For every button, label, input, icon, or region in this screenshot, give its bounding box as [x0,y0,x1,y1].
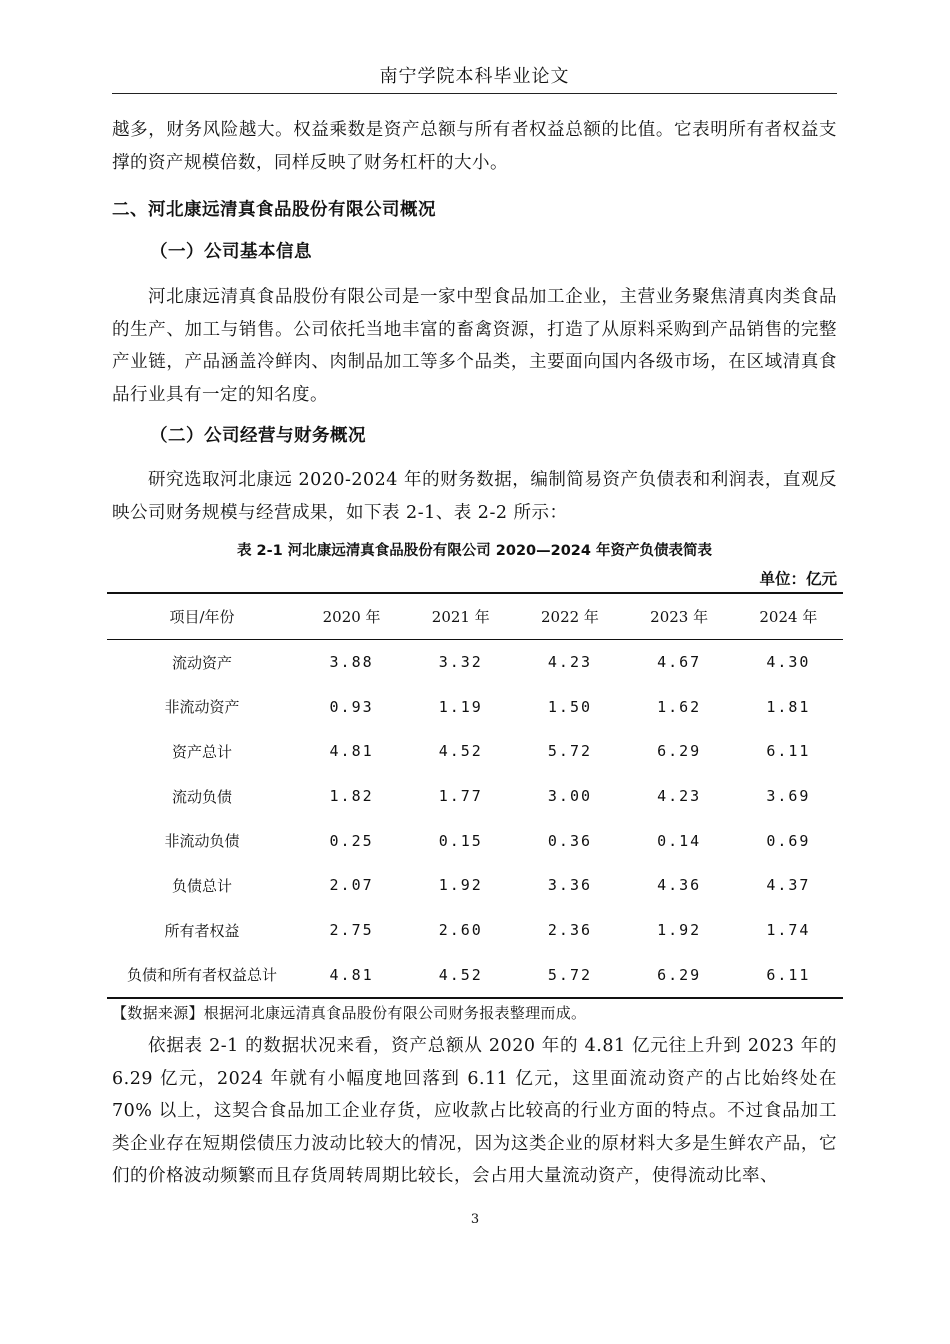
table-cell: 5.72 [547,965,593,984]
row-label: 流动资产 [171,653,232,672]
table-cell: 3.32 [438,653,483,672]
column-header: 项目/年份 [169,607,235,626]
subsection-heading-basic-info: （一）公司基本信息 [150,242,312,262]
table-cell: 6.11 [766,965,811,984]
table-cell: 1.62 [657,697,702,716]
table-cell: 4.52 [438,965,483,984]
table-cell: 1.81 [766,697,811,716]
column-header: 2021 年 [431,607,490,626]
table-cell: 0.93 [329,697,374,716]
table-cell: 1.50 [547,697,593,716]
paragraph-analysis: 依据表 2-1 的数据状况来看，资产总额从 2020 年的 4.81 亿元往上升到 2023 年的 6.29 亿元，2024 年就有小幅度地回落到 6.11 亿元，这里面流动资产的占比始终处在 70% 以上，这契合食品加工企业存货，应收款占比较高的行业方面的特点。不过食品加工类企业存在短期偿债压力波动比较大的情况，因为这类企业的原材料大多是生鲜农产品，它们的价格波动频繁而且存货周转周期比较长，会占用大量流动资产，使得流动比率、 [112,1036,837,1186]
column-header: 2022 年 [540,607,599,626]
table-cell: 1.82 [329,787,374,806]
table-cell: 4.23 [657,787,702,806]
row-label: 所有者权益 [164,921,240,940]
table-cell: 0.14 [657,831,702,850]
row-label: 流动负债 [171,787,232,806]
table-cell: 4.81 [329,965,374,984]
table-row [107,729,843,774]
table-cell: 1.92 [657,921,702,940]
row-label: 非流动负债 [164,832,240,851]
column-header: 2020 年 [322,607,381,626]
table-cell: 4.67 [657,653,702,672]
table-row [107,774,843,819]
table-cell: 5.72 [547,742,593,761]
table-source-note: 【数据来源】根据河北康远清真食品股份有限公司财务报表整理而成。 [112,1004,587,1022]
table-cell: 3.36 [547,876,593,895]
table-row [107,639,843,684]
subsection-heading-finance-overview: （二）公司经营与财务概况 [150,426,366,446]
table-row [107,953,843,999]
table-cell: 2.36 [547,921,593,940]
table-row [107,908,843,953]
table-cell: 3.88 [329,653,374,672]
row-label: 资产总计 [171,742,232,761]
table-header-row [107,593,843,639]
table-cell: 2.07 [329,876,374,895]
table-cell: 1.92 [438,876,483,895]
table-row [107,863,843,908]
page-number: 3 [470,1212,480,1227]
table-cell: 4.30 [766,653,811,672]
table-cell: 1.74 [766,921,811,940]
table-row [107,684,843,729]
paragraph-data-intro: 研究选取河北康远 2020-2024 年的财务数据，编制简易资产负债表和利润表，直观反映公司财务规模与经营成果，如下表 2-1、表 2-2 所示： [112,470,837,523]
table-cell: 4.23 [547,653,593,672]
row-label: 负债和所有者权益总计 [126,966,277,985]
table-cell: 4.36 [657,876,702,895]
table-cell: 0.15 [438,831,483,850]
table-cell: 1.19 [438,697,483,716]
table-caption: 表 2-1 河北康远清真食品股份有限公司 2020—2024 年资产负债表简表 [236,543,713,559]
table-unit-label: 单位：亿元 [759,570,837,588]
paragraph-leverage: 越多，财务风险越大。权益乘数是资产总额与所有者权益总额的比值。它表明所有者权益支撑的资产规模倍数，同样反映了财务杠杆的大小。 [112,120,837,173]
table-cell: 0.69 [766,831,811,850]
page-header-title: 南宁学院本科毕业论文 [379,66,570,87]
paragraph-company-info: 河北康远清真食品股份有限公司是一家中型食品加工企业，主营业务聚焦清真肉类食品的生产、加工与销售。公司依托当地丰富的畜禽资源，打造了从原料采购到产品销售的完整产业链，产品涵盖冷鲜肉、肉制品加工等多个品类，主要面向国内各级市场，在区域清真食品行业具有一定的知名度。 [112,287,837,405]
table-row [107,818,843,863]
table-cell: 0.25 [329,831,374,850]
row-label: 非流动资产 [164,698,240,717]
header-divider [112,93,837,94]
section-heading-company-overview: 二、河北康远清真食品股份有限公司概况 [112,200,436,220]
table-cell: 0.36 [547,831,593,850]
table-cell: 3.69 [766,787,811,806]
table-cell: 4.81 [329,742,374,761]
table-cell: 1.77 [438,787,483,806]
table-cell: 6.11 [766,742,811,761]
table-cell: 6.29 [657,742,702,761]
table-cell: 4.52 [438,742,483,761]
table-cell: 4.37 [766,876,811,895]
table-cell: 3.00 [547,787,593,806]
table-cell: 2.60 [438,921,483,940]
column-header: 2023 年 [650,607,709,626]
table-cell: 6.29 [657,965,702,984]
column-header: 2024 年 [759,607,818,626]
row-label: 负债总计 [171,876,232,895]
balance-sheet-table [107,592,843,999]
table-cell: 2.75 [329,921,374,940]
